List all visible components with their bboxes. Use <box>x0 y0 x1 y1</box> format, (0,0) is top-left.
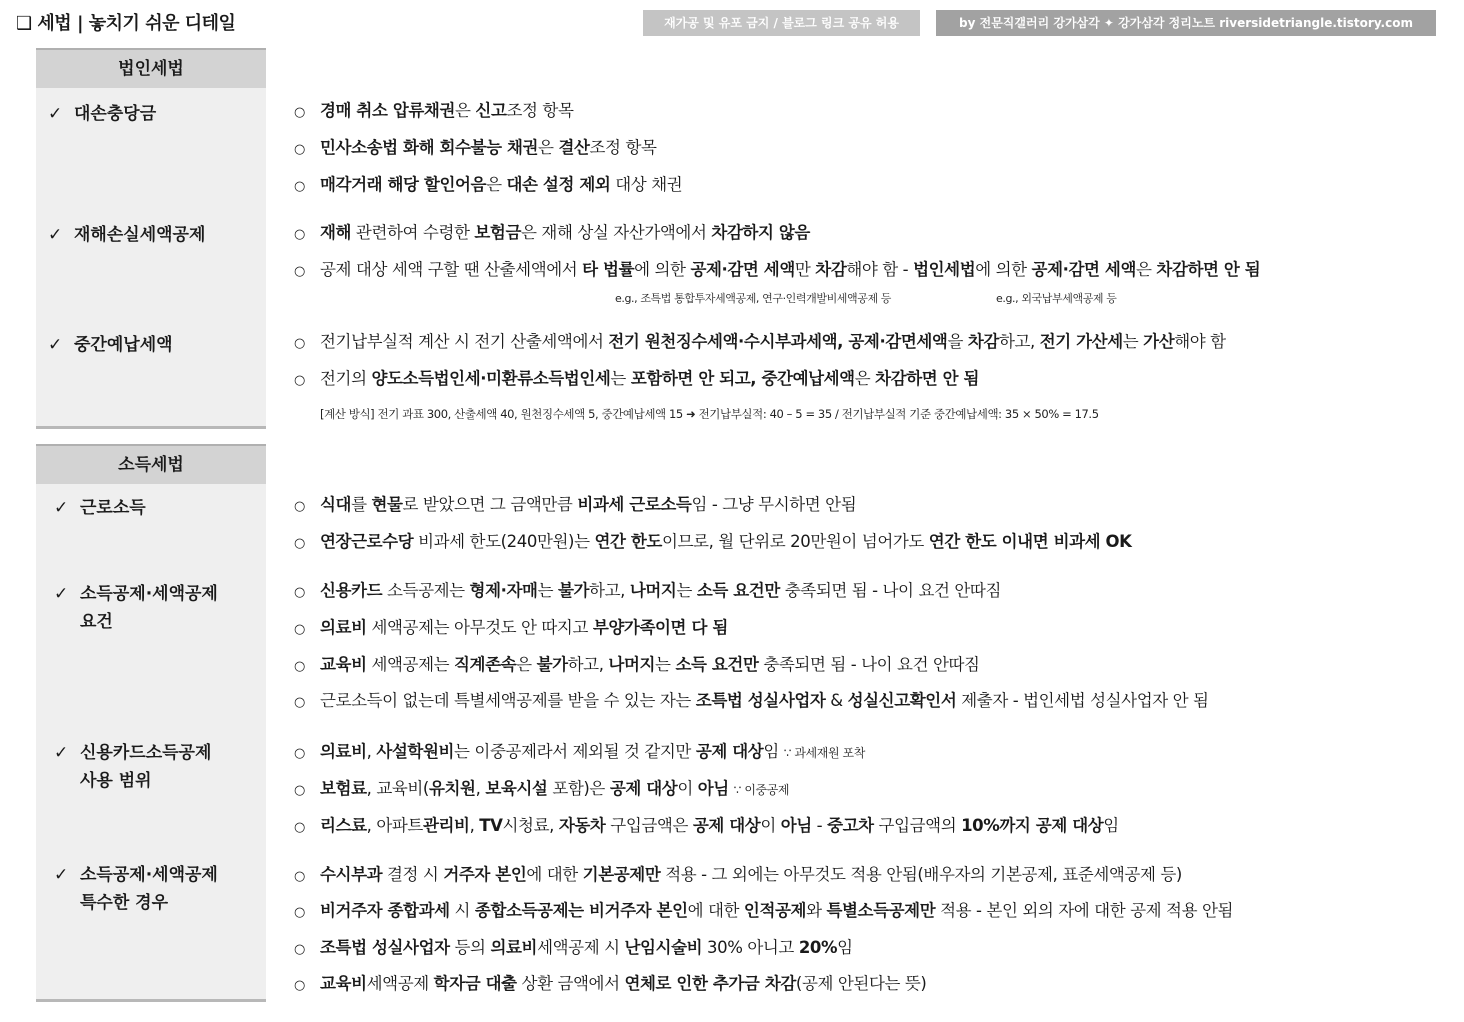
text-run: 비과세 근로소득 <box>577 495 692 514</box>
text-run: 임 <box>837 938 853 957</box>
text-run: 에 의한 <box>975 260 1032 279</box>
text-run: 학자금 대출 <box>433 974 517 993</box>
text-run: (공제 안된다는 뜻) <box>795 974 927 993</box>
text-run: 해야 함 - <box>846 260 914 279</box>
text-run: 소득 요건만 <box>696 581 780 600</box>
text-run: 충족되면 됨 - 나이 요건 안따짐 <box>779 581 1001 600</box>
text-run: 공제·감면 세액 <box>690 260 795 279</box>
text-run: 와 <box>806 901 827 920</box>
author-credit-badge: by 전문직갤러리 강가삼각 ✦ 강가삼각 정리노트 riversidetriangle.tistory.com <box>936 10 1436 36</box>
bullet-icon: ○ <box>294 695 305 710</box>
text-run: 형제·자매 <box>469 581 538 600</box>
text-run: 교육비 <box>320 655 367 674</box>
bullet-icon: ○ <box>294 499 305 514</box>
bullet-icon: ○ <box>294 105 305 120</box>
text-run: 는 <box>537 581 558 600</box>
text-run: 차감 <box>815 260 847 279</box>
text-run: 적용 - 본인 외의 자에 대한 공제 적용 안됨 <box>935 901 1234 920</box>
text-run: 세액공제는 아무것도 안 따지고 <box>366 618 593 637</box>
text-run: 나머지 <box>629 581 677 600</box>
text-run: 포함하면 안 되고, 중간예납세액 <box>630 369 855 388</box>
text-run: 관련하여 수령한 <box>351 223 475 242</box>
text-run: 차감 <box>967 332 999 351</box>
text-run: 전기 가산세 <box>1039 332 1123 351</box>
text-run: 소득공제는 <box>382 581 470 600</box>
list-item <box>294 937 853 961</box>
text-run: 공제 대상 <box>692 816 761 835</box>
text-run: 전기납부실적 계산 시 전기 산출세액에서 <box>320 332 609 351</box>
category-column <box>36 88 266 429</box>
text-run: 기본공제만 <box>582 865 661 884</box>
text-run: 결정 시 <box>382 865 444 884</box>
text-run: 로 받았으면 그 금액만큼 <box>402 495 578 514</box>
text-run: 연장근로수당 <box>320 532 414 551</box>
text-run: - <box>811 816 828 835</box>
text-run: 아님 <box>780 816 812 835</box>
text-run: 등의 <box>449 938 491 957</box>
text-run: 연체로 인한 추가금 차감 <box>624 974 796 993</box>
text-run: 나머지 <box>608 655 656 674</box>
text-run: 인적공제 <box>743 901 807 920</box>
text-run: 세액공제 시 <box>537 938 625 957</box>
text-run: 임 <box>763 742 784 761</box>
text-run: 매각거래 해당 할인어음 <box>320 175 487 194</box>
text-run: 비거주자 종합과세 <box>320 901 450 920</box>
list-item <box>294 331 1226 355</box>
category-credit-card-scope: ✓ 신용카드소득공제 사용 범위 <box>54 743 212 791</box>
text-run: 조정 항목 <box>589 138 657 157</box>
text-run: 포함)은 <box>547 779 610 798</box>
text-run: 양도소득법인세·미환류소득법인세 <box>371 369 611 388</box>
text-run: 차감하면 안 됨 <box>875 369 980 388</box>
bullet-icon: ○ <box>294 905 305 920</box>
bullet-icon: ○ <box>294 869 305 884</box>
text-run: 차감하지 않음 <box>711 223 810 242</box>
text-run: 10%까지 공제 대상 <box>961 816 1104 835</box>
text-run: 종합소득공제는 비거주자 본인 <box>474 901 688 920</box>
list-item <box>294 100 574 124</box>
text-run: 수시부과 <box>320 865 383 884</box>
bullet-icon: ○ <box>294 659 305 674</box>
list-item <box>294 864 1182 888</box>
list-item <box>294 580 1001 604</box>
text-run: 은 재해 상실 자산가액에서 <box>521 223 712 242</box>
list-item <box>294 690 1209 714</box>
text-run: 유치원 <box>428 779 476 798</box>
bullet-icon: ○ <box>294 336 305 351</box>
text-run: 사설학원비 <box>376 742 455 761</box>
text-run: 가산 <box>1143 332 1175 351</box>
bullet-icon: ○ <box>294 978 305 993</box>
footnote-example: e.g., 조특법 통합투자세액공제, 연구·인력개발비세액공제 등 <box>615 292 892 305</box>
category-earned-income: ✓ 근로소득 <box>54 498 146 518</box>
bullet-icon: ○ <box>294 373 305 388</box>
text-run: 에 의한 <box>634 260 691 279</box>
text-run: 는 이중공제라서 제외될 것 같지만 <box>454 742 696 761</box>
category-disaster-loss-credit: ✓ 재해손실세액공제 <box>48 225 206 245</box>
text-run: 불가 <box>536 655 568 674</box>
text-run: 현물 <box>371 495 403 514</box>
list-item <box>294 259 1260 283</box>
text-run: 하고, <box>589 581 630 600</box>
text-run: 제출자 - 법인세법 성실사업자 안 됨 <box>956 691 1209 710</box>
bullet-icon: ○ <box>294 622 305 637</box>
copyright-notice-badge: 재가공 및 유포 금지 / 블로그 링크 공유 허용 <box>643 10 920 36</box>
text-run: 공제 대상 <box>695 742 764 761</box>
section-heading: 소득세법 <box>36 444 266 484</box>
text-run: 상환 금액에서 <box>516 974 625 993</box>
text-run: 임 - 그냥 무시하면 안됨 <box>691 495 857 514</box>
section-heading: 법인세법 <box>36 48 266 88</box>
list-item <box>294 741 865 765</box>
text-run: , <box>469 816 480 835</box>
text-run: 리스료 <box>320 816 367 835</box>
text-run: 은 <box>1136 260 1157 279</box>
text-run: 조특법 성실사업자 <box>695 691 826 710</box>
text-run: , <box>366 742 377 761</box>
text-run: 는 <box>676 581 697 600</box>
text-run: 근로소득이 없는데 특별세액공제를 받을 수 있는 자는 <box>320 691 696 710</box>
text-run: 법인세법 <box>913 260 976 279</box>
text-run: 공제·감면 세액 <box>1031 260 1136 279</box>
side-note: ∵ 이중공제 <box>733 783 790 797</box>
list-item <box>294 778 789 802</box>
text-run: 이므로, 월 단위로 20만원이 넘어가도 <box>661 532 929 551</box>
text-run: 부양가족이면 다 됨 <box>592 618 728 637</box>
text-run: 대손 설정 제외 <box>506 175 611 194</box>
text-run: 이 <box>677 779 698 798</box>
text-run: 은 <box>486 175 507 194</box>
text-run: 조특법 성실사업자 <box>320 938 450 957</box>
list-item <box>294 654 980 678</box>
bullet-icon: ○ <box>294 746 305 761</box>
text-run: 20% <box>798 938 838 957</box>
bullet-icon: ○ <box>294 783 305 798</box>
text-run: , 교육비( <box>366 779 429 798</box>
text-run: 교육비 <box>320 974 367 993</box>
text-run: 보험료 <box>320 779 367 798</box>
list-item <box>294 531 1132 555</box>
text-run: , <box>475 779 486 798</box>
text-run: 신고 <box>475 101 507 120</box>
bullet-icon: ○ <box>294 585 305 600</box>
text-run: 결산 <box>558 138 590 157</box>
category-deduction-requirements: ✓ 소득공제·세액공제 요건 <box>54 584 218 632</box>
calculation-note: [계산 방식] 전기 과표 300, 산출세액 40, 원천징수세액 5, 중간예납세액 15 ➜ 전기납부실적: 40 – 5 = 35 / 전기납부실적 기준 중간예납세액: 35 × 50% = 17.5 <box>320 407 1099 421</box>
category-interim-prepayment: ✓ 중간예납세액 <box>48 335 173 355</box>
text-run: 를 <box>351 495 372 514</box>
footnote-example: e.g., 외국납부세액공제 등 <box>996 292 1117 305</box>
text-run: 의료비 <box>320 618 367 637</box>
list-item <box>294 617 728 641</box>
list-item <box>294 222 810 246</box>
text-run: 식대 <box>320 495 352 514</box>
text-run: 공제 대상 <box>609 779 678 798</box>
bullet-icon: ○ <box>294 264 305 279</box>
text-run: 연간 한도 <box>594 532 662 551</box>
text-run: 구입금액의 <box>873 816 962 835</box>
text-run: 시 <box>449 901 475 920</box>
text-run: 조정 항목 <box>506 101 574 120</box>
text-run: 난임시술비 <box>624 938 703 957</box>
text-run: 시청료, <box>502 816 559 835</box>
text-run: 의료비 <box>320 742 367 761</box>
list-item <box>294 137 657 161</box>
list-item <box>294 494 856 518</box>
text-run: 에 대한 <box>526 865 583 884</box>
category-bad-debt-allowance: ✓ 대손충당금 <box>48 104 157 124</box>
text-run: 는 <box>610 369 631 388</box>
text-run: 공제 대상 세액 구할 땐 산출세액에서 <box>320 260 583 279</box>
text-run: 직계존속 <box>454 655 517 674</box>
text-run: 비과세 한도(240만원)는 <box>413 532 595 551</box>
text-run: & <box>825 691 848 710</box>
text-run: 임 <box>1103 816 1119 835</box>
text-run: 자동차 <box>558 816 606 835</box>
text-run: 전기의 <box>320 369 372 388</box>
page-title: ❑ 세법 | 놓치기 쉬운 디테일 <box>16 13 236 34</box>
list-item <box>294 973 926 997</box>
text-run: 신용카드 <box>320 581 383 600</box>
text-run: 소득 요건만 <box>675 655 759 674</box>
text-run: 특별소득공제만 <box>826 901 936 920</box>
bullet-icon: ○ <box>294 820 305 835</box>
text-run: 에 대한 <box>687 901 744 920</box>
text-run: 세액공제 <box>366 974 434 993</box>
text-run: 보육시설 <box>485 779 548 798</box>
side-note: ∵ 과세재원 포착 <box>783 746 865 760</box>
text-run: 보험금 <box>474 223 522 242</box>
text-run: 세액공제는 <box>366 655 455 674</box>
text-run: 적용 - 그 외에는 아무것도 적용 안됨(배우자의 기본공제, 표준세액공제 등) <box>660 865 1182 884</box>
text-run: 거주자 본인 <box>443 865 527 884</box>
text-run: 관리비 <box>422 816 470 835</box>
list-item <box>294 815 1119 839</box>
bullet-icon: ○ <box>294 536 305 551</box>
text-run: 은 <box>516 655 537 674</box>
text-run: 타 법률 <box>582 260 635 279</box>
text-run: 는 <box>655 655 676 674</box>
text-run: 의료비 <box>490 938 538 957</box>
text-run: 재해 <box>320 223 352 242</box>
category-special-cases: ✓ 소득공제·세액공제 특수한 경우 <box>54 865 218 913</box>
text-run: 은 <box>854 369 876 388</box>
text-run: 충족되면 됨 - 나이 요건 안따짐 <box>758 655 980 674</box>
text-run: 하고, <box>998 332 1040 351</box>
list-item <box>294 368 979 392</box>
bullet-icon: ○ <box>294 227 305 242</box>
bullet-icon: ○ <box>294 142 305 157</box>
text-run: 민사소송법 화해 회수불능 채권 <box>320 138 539 157</box>
text-run: 불가 <box>557 581 590 600</box>
text-run: 아님 <box>697 779 729 798</box>
list-item <box>294 900 1233 924</box>
text-run: 경매 취소 압류채권 <box>320 101 456 120</box>
text-run: TV <box>479 816 503 835</box>
text-run: , 아파트 <box>366 816 423 835</box>
text-run: 대상 채권 <box>610 175 683 194</box>
list-item <box>294 174 682 198</box>
text-run: 해야 함 <box>1174 332 1226 351</box>
text-run: 성실신고확인서 <box>847 691 957 710</box>
text-run: 은 <box>538 138 559 157</box>
text-run: 30% 아니고 <box>702 938 799 957</box>
bullet-icon: ○ <box>294 942 305 957</box>
text-run: 만 <box>794 260 816 279</box>
text-run: 차감하면 안 됨 <box>1156 260 1261 279</box>
text-run: 이 <box>760 816 781 835</box>
text-run: 을 <box>947 332 968 351</box>
text-run: 전기 원천징수세액·수시부과세액, 공제·감면세액 <box>608 332 948 351</box>
text-run: 는 <box>1122 332 1144 351</box>
text-run: 연간 한도 이내면 비과세 OK <box>928 532 1132 551</box>
text-run: 은 <box>455 101 476 120</box>
bullet-icon: ○ <box>294 179 305 194</box>
text-run: 구입금액은 <box>605 816 693 835</box>
text-run: 중고차 <box>827 816 874 835</box>
text-run: 하고, <box>567 655 609 674</box>
